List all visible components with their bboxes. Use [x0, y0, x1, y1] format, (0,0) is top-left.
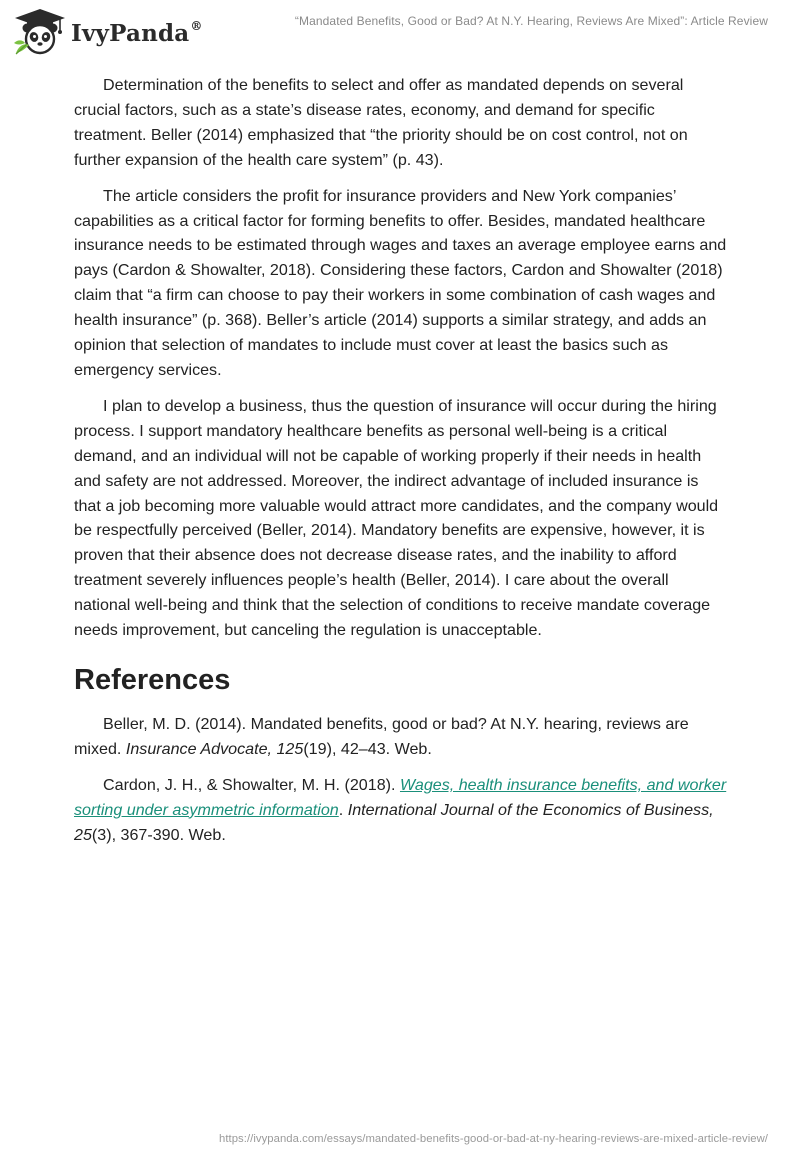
brand-name-text: IvyPanda [71, 19, 190, 47]
reference-beller-authors-title: Beller, M. D. (2014). Mandated benefits, good or bad? At N.Y. hearing, reviews are mixed. [74, 714, 689, 758]
reference-cardon [74, 773, 729, 848]
body-paragraph-1: Determination of the benefits to select and offer as mandated depends on several crucial factors, such as a state’s disease rates, economy, and demand for specific treatment. Beller (2014) emphasized that “the priority should be on cost control, not on further expansion of the health care system” (p. 43). [74, 76, 688, 169]
panda-graduate-icon [13, 7, 67, 57]
reference-cardon-separator: . [338, 800, 348, 819]
footer-source-url[interactable]: https://ivypanda.com/essays/mandated-benefits-good-or-bad-at-ny-hearing-reviews-are-mixed-article-review/ [219, 1133, 768, 1145]
brand-name [71, 20, 203, 47]
registered-mark: ® [190, 18, 203, 33]
reference-beller-journal: Insurance Advocate, 125 [125, 739, 304, 758]
document-title: “Mandated Benefits, Good or Bad? At N.Y. Hearing, Reviews Are Mixed”: Article Review [294, 14, 768, 28]
body-paragraph-2: The article considers the profit for insurance providers and New York companies’ capabilities as a critical factor for forming benefits to offer. Besides, mandated healthcare insurance needs to be estimated through wages and taxes an average employee earns and pays (Cardon & Showalter, 2018). Considering these factors, Cardon and Showalter (2018) claim that “a firm can choose to pay their workers in some combination of cash wages and health insurance” (p. 368). Beller’s article (2014) supports a similar strategy, and adds an opinion that selection of mandates to include must cover at least the basics such as emergency services. [74, 186, 727, 379]
article-body [74, 73, 729, 858]
reference-beller [74, 712, 729, 762]
reference-cardon-journal: International Journal of the Economics of Business, 25 [74, 800, 714, 844]
references-heading: References [74, 663, 231, 696]
reference-cardon-authors: Cardon, J. H., & Showalter, M. H. (2018). [103, 775, 400, 794]
reference-cardon-issue: (3), 367-390. Web. [91, 825, 226, 844]
page-header [0, 0, 800, 68]
body-paragraph-3: I plan to develop a business, thus the question of insurance will occur during the hiring process. I support mandatory healthcare benefits as personal well-being is a critical demand, and an individual will not be capable of working properly if their needs in health and safety are not addressed. Moreover, the indirect advantage of included insurance is that a job becoming more valuable would attract more candidates, and the company would be respectfully perceived (Beller, 2014). Mandatory benefits are expensive, however, it is proven that their absence does not decrease disease rates, and the inability to afford treatment severely influences people’s health (Beller, 2014). I care about the overall national well-being and think that the selection of conditions to receive mandate coverage needs improvement, but canceling the regulation is unacceptable. [74, 396, 719, 640]
reference-beller-issue: (19), 42–43. Web. [303, 739, 432, 758]
ivypanda-logo[interactable] [13, 6, 203, 58]
reference-cardon-link[interactable]: Wages, health insurance benefits, and worker sorting under asymmetric information [74, 775, 727, 819]
